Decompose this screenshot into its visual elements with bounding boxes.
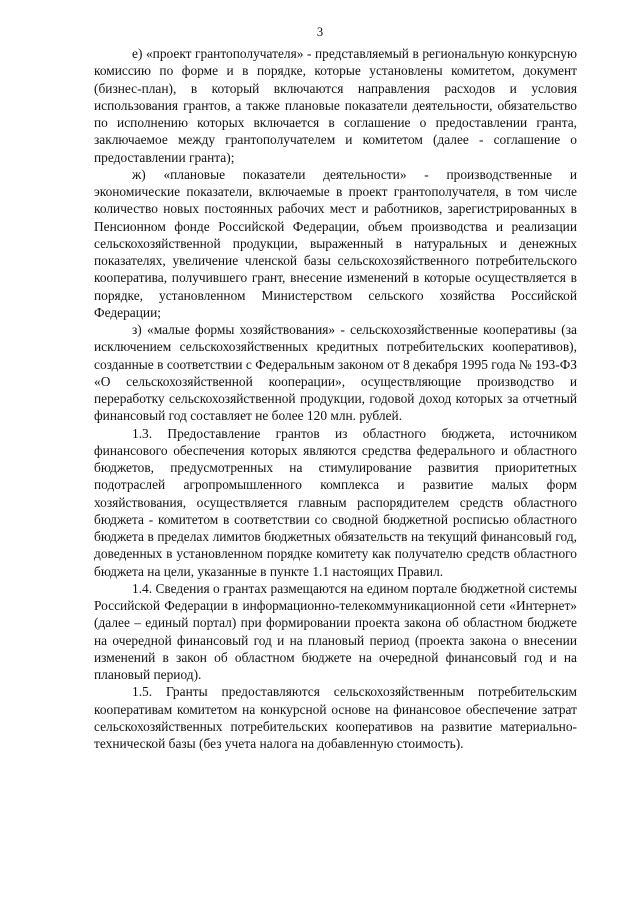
- paragraph-definition-zh: ж) «плановые показатели деятельности» - производственные и экономические показатели, включаемые в проект грантополучателя, в том числе количество новых постоянных рабочих мест и работников, зарегистрированных в Пенсионном фонде Российской Федерации, объем производства и реализации сельскохозяйственной продукции, выраженный в натуральных и денежных показателях, увеличение членской базы сельскохозяйственного потребительского кооператива, получившего грант, внесение изменений в которые осуществляется в порядке, установленном Министерством сельского хозяйства Российской Федерации;: [94, 166, 577, 320]
- paragraph-section-1-4: 1.4. Сведения о грантах размещаются на едином портале бюджетной системы Российской Федерации в информационно-телекоммуникационной сети «Интернет» (далее – единый портал) при формировании проекта закона об областном бюджете на очередной финансовый год и на плановый период (проекта закона о внесении изменений в закон об областном бюджете на очередной финансовый год и на плановый период).: [94, 580, 577, 682]
- paragraph-section-1-3: 1.3. Предоставление грантов из областного бюджета, источником финансового обеспечения которых являются средства федерального и областного бюджетов, предусмотренных на стимулирование развития приоритетных подотраслей агропромышленного комплекса и развитие малых форм хозяйствования, осуществляется главным распорядителем средств областного бюджета - комитетом в соответствии со сводной бюджетной росписью областного бюджета в пределах лимитов бюджетных обязательств на текущий финансовый год, доведенных в установленном порядке комитету как получателю средств областного бюджета на цели, указанные в пункте 1.1 настоящих Правил.: [94, 425, 577, 579]
- paragraph-section-1-5: 1.5. Гранты предоставляются сельскохозяйственным потребительским кооперативам комитетом на конкурсной основе на финансовое обеспечение затрат сельскохозяйственных потребительских кооперативов на развитие материально-технической базы (без учета налога на добавленную стоимость).: [94, 684, 577, 751]
- paragraph-definition-e: е) «проект грантополучателя» - представляемый в региональную конкурсную комиссию по форме и в порядке, которые установлены комитетом, документ (бизнес-план), в который включаются направления расходов и условия использования грантов, а также плановые показатели деятельности, обязательство по исполнению которых включается в соглашение о предоставлении гранта, заключаемое между грантополучателем и комитетом (далее - соглашение о предоставлении гранта);: [94, 46, 577, 165]
- paragraph-definition-z: з) «малые формы хозяйствования» - сельскохозяйственные кооперативы (за исключением сельскохозяйственных кредитных потребительских кооперативов), созданные в соответствии с Федеральным законом от 8 декабря 1995 года № 193-ФЗ «О сельскохозяйственной кооперации», осуществляющие производство и переработку сельскохозяйственной продукции, годовой доход которых за отчетный финансовый год составляет не более 120 млн. рублей.: [94, 322, 577, 424]
- page-number: 3: [316, 25, 324, 39]
- document-body: [94, 45, 577, 752]
